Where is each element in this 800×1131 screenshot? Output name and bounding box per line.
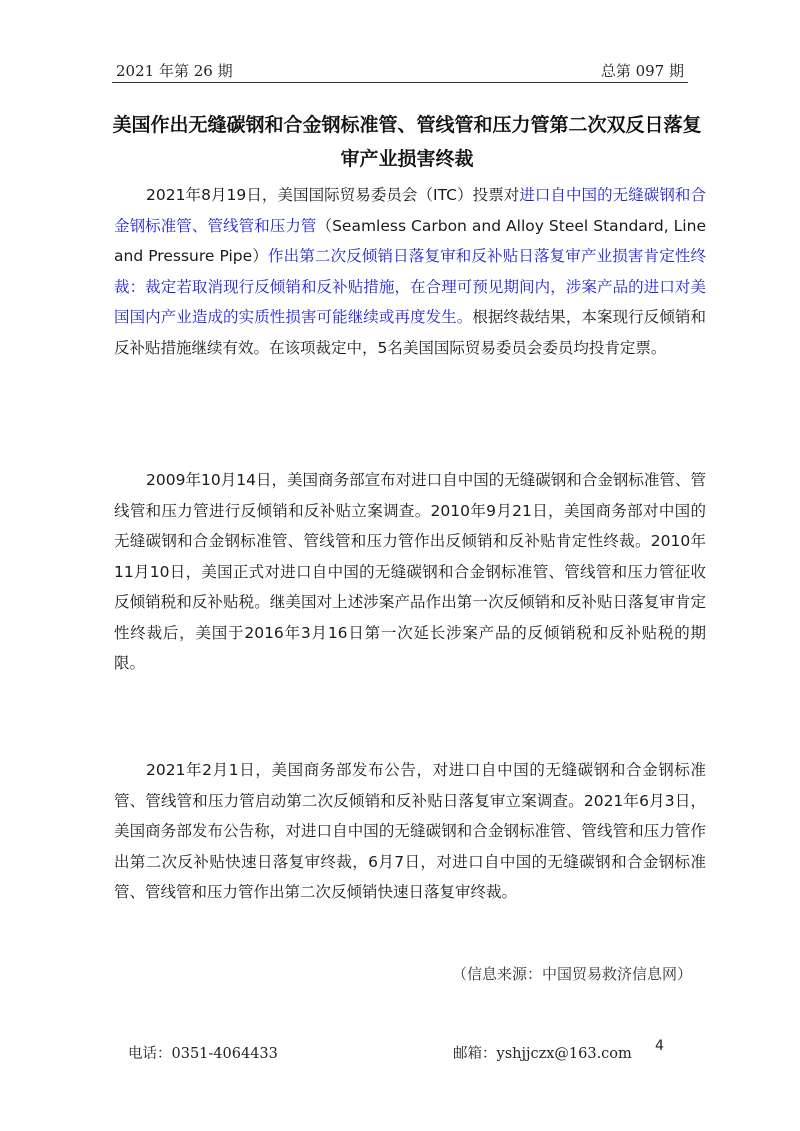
page-header: [116, 58, 688, 84]
p1-text-1: 2021年8月19日，美国国际贸易委员会（ITC）投票对: [146, 186, 520, 204]
paragraph-1: [114, 180, 706, 363]
email-address: 邮箱：yshjjczx@163.com: [453, 1046, 632, 1062]
phone-number: 电话：0351-4064433: [128, 1046, 278, 1062]
page-footer: [0, 1038, 800, 1070]
header-divider: [112, 82, 688, 83]
source-note: （信息来源：中国贸易救济信息网）: [451, 965, 692, 983]
p1-highlight-2: 作出第二次反倾销日落复审和反补贴日落复审产业损害肯定性终裁：裁定若取消现行反倾销和反补贴措施，在合理可预见期间内，涉案产品的进口对美国国内产业造成的实质性损害可能继续或再度发生。: [114, 247, 706, 326]
article-title: 美国作出无缝碳钢和合金钢标准管、管线管和压力管第二次双反日落复审产业损害终裁: [112, 114, 702, 170]
paragraph-3: 2021年2月1日，美国商务部发布公告，对进口自中国的无缝碳钢和合金钢标准管、管线管和压力管启动第二次反倾销和反补贴日落复审立案调查。2021年6月3日，美国商务部发布公告称，对进口自中国的无缝碳钢和合金钢标准管、管线管和压力管作出第二次反补贴快速日落复审终裁，6月7日，对进口自中国的无缝碳钢和合金钢标准管、管线管和压力管作出第二次反倾销快速日落复审终裁。: [114, 761, 706, 901]
issue-number-left: 2021 年第 26 期: [116, 62, 233, 80]
paragraph-2: 2009年10月14日，美国商务部宣布对进口自中国的无缝碳钢和合金钢标准管、管线管和压力管进行反倾销和反补贴立案调查。2010年9月21日，美国商务部对中国的无缝碳钢和合金钢标准管、管线管和压力管作出反倾销和反补贴肯定性终裁。2010年11月10日，美国正式对进口自中国的无缝碳钢和合金钢标准管、管线管和压力管征收反倾销税和反补贴税。继美国对上述涉案产品作出第一次反倾销和反补贴日落复审肯定性终裁后，美国于2016年3月16日第一次延长涉案产品的反倾销税和反补贴税的期限。: [114, 471, 706, 672]
issue-number-right: 总第 097 期: [600, 62, 684, 80]
page-number: 4: [655, 1038, 664, 1054]
p1-text-3: 根据终裁结果，本案现行反倾销和反补贴措施继续有效。在该项裁定中，5名美国国际贸易委员会委员均投肯定票。: [114, 308, 706, 357]
p1-text-2: （Seamless Carbon and Alloy Steel Standard, Line and Pressure Pipe）: [114, 216, 706, 265]
p1-highlight-1: 进口自中国的无缝碳钢和合金钢标准管、管线管和压力管: [114, 186, 706, 235]
